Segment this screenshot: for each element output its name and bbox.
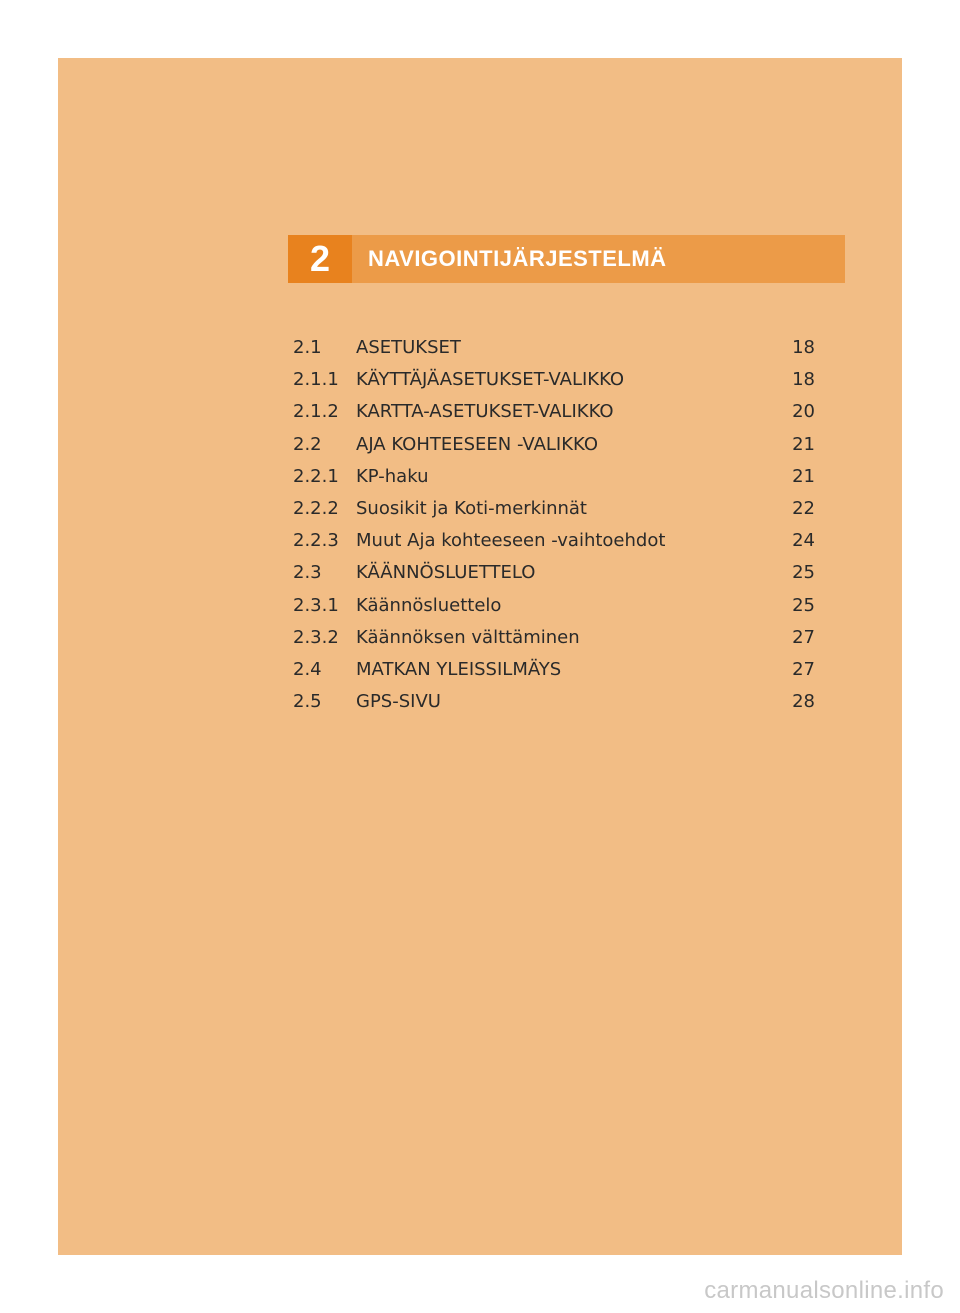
toc-entry-number: 2.5: [293, 691, 322, 713]
toc-entry-page: 27: [792, 658, 815, 680]
toc-entry-title: KP-haku: [356, 465, 429, 487]
toc-entry[interactable]: [293, 654, 815, 686]
toc-entry-page: 25: [792, 562, 815, 584]
toc-entry-number: 2.3: [293, 562, 322, 584]
toc-entry-number: 2.3.1: [293, 594, 339, 616]
toc-entry-number: 2.3.2: [293, 626, 339, 648]
table-of-contents: [293, 332, 815, 718]
toc-entry-title: MATKAN YLEISSILMÄYS: [356, 658, 562, 680]
toc-entry[interactable]: [293, 429, 815, 461]
toc-entry-title: KÄYTTÄJÄASETUKSET-VALIKKO: [356, 369, 625, 391]
chapter-number: 2: [288, 235, 352, 283]
toc-entry-title: Muut Aja kohteeseen -vaihtoehdot: [356, 530, 666, 552]
toc-entry-page: 22: [792, 497, 815, 519]
toc-entry-title: Käännöksen välttäminen: [356, 626, 580, 648]
toc-entry-page: 21: [792, 465, 815, 487]
watermark: carmanualsonline.info: [704, 1277, 944, 1304]
chapter-header: [288, 235, 845, 283]
toc-entry[interactable]: [293, 686, 815, 718]
toc-entry-page: 24: [792, 530, 815, 552]
toc-entry[interactable]: [293, 332, 815, 364]
toc-entry-title: Suosikit ja Koti-merkinnät: [356, 497, 587, 519]
toc-entry-title: AJA KOHTEESEEN -VALIKKO: [356, 433, 599, 455]
toc-entry-title: KÄÄNNÖSLUETTELO: [356, 562, 536, 584]
toc-entry-page: 20: [792, 401, 815, 423]
toc-entry[interactable]: [293, 396, 815, 428]
toc-entry-number: 2.1.1: [293, 369, 339, 391]
toc-entry-page: 21: [792, 433, 815, 455]
toc-entry-number: 2.2.2: [293, 497, 339, 519]
toc-entry-title: Käännösluettelo: [356, 594, 502, 616]
toc-entry[interactable]: [293, 525, 815, 557]
toc-entry[interactable]: [293, 461, 815, 493]
chapter-title: NAVIGOINTIJÄRJESTELMÄ: [368, 246, 667, 271]
toc-entry-title: KARTTA-ASETUKSET-VALIKKO: [356, 401, 614, 423]
toc-entry-title: GPS-SIVU: [356, 691, 441, 713]
toc-entry-page: 28: [792, 691, 815, 713]
toc-entry-page: 18: [792, 337, 815, 358]
toc-entry-number: 2.2.3: [293, 530, 339, 552]
toc-entry-number: 2.2: [293, 433, 322, 455]
toc-entry-number: 2.2.1: [293, 465, 339, 487]
toc-entry[interactable]: [293, 622, 815, 654]
toc-entry[interactable]: [293, 364, 815, 396]
toc-entry-title: ASETUKSET: [356, 337, 461, 358]
toc-entry-page: 25: [792, 594, 815, 616]
toc-entry[interactable]: [293, 557, 815, 589]
toc-entry-number: 2.1.2: [293, 401, 339, 423]
toc-entry-page: 27: [792, 626, 815, 648]
toc-entry[interactable]: [293, 493, 815, 525]
toc-entry-number: 2.1: [293, 337, 322, 358]
toc-entry[interactable]: [293, 590, 815, 622]
toc-entry-page: 18: [792, 369, 815, 391]
toc-entry-number: 2.4: [293, 658, 322, 680]
